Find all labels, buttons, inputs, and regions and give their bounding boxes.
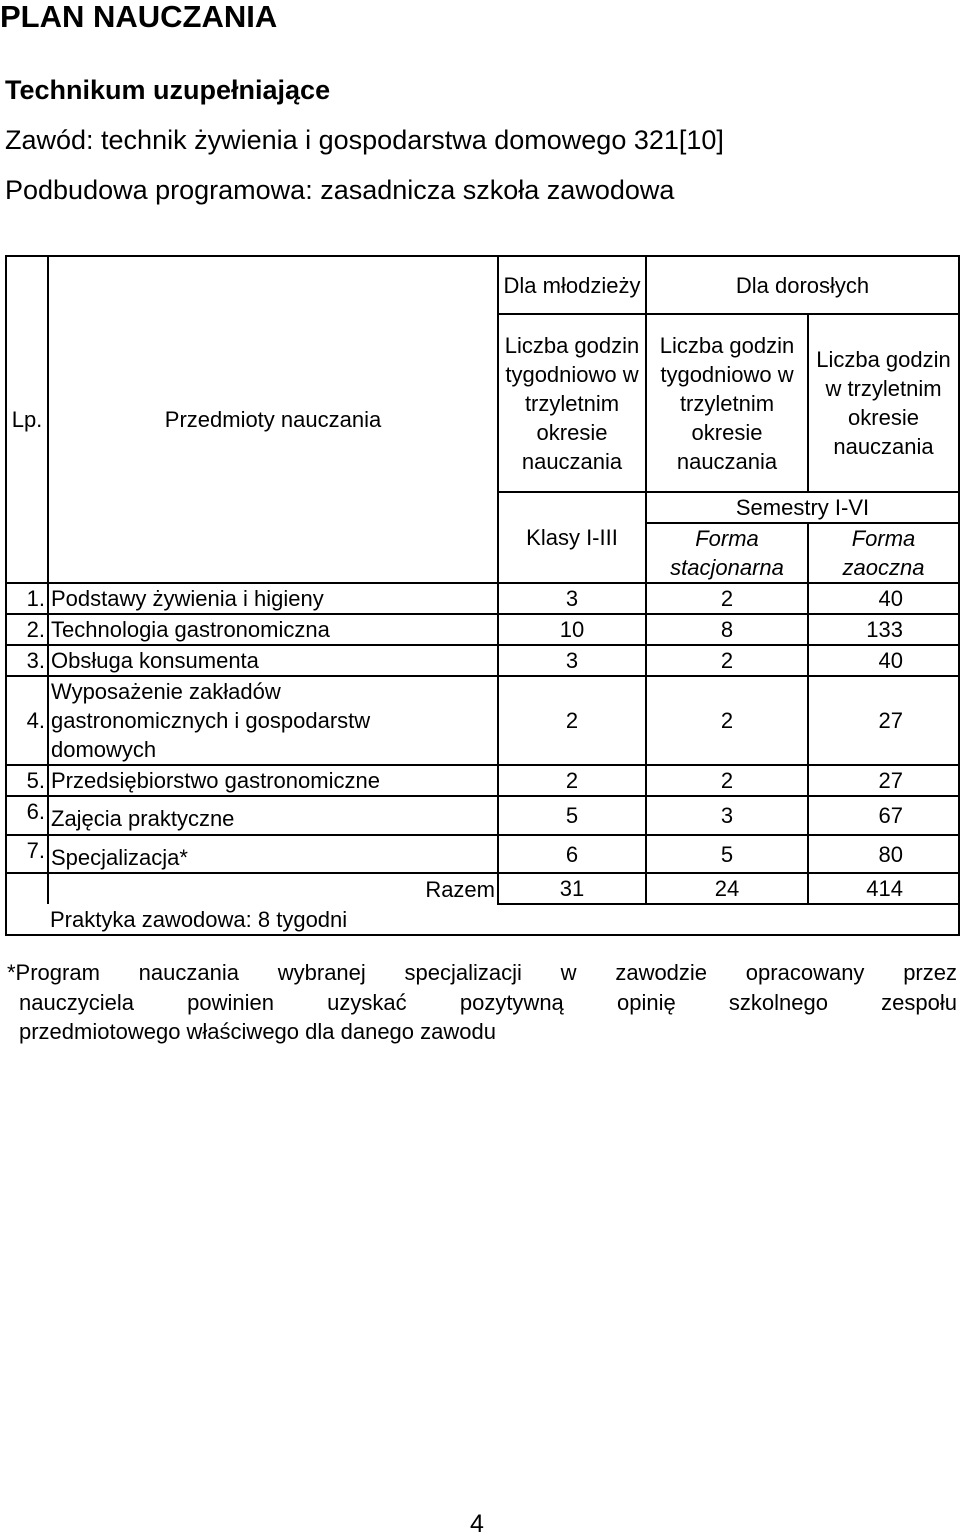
total-extramural-hours: 414: [808, 873, 959, 904]
row-lp: 3.: [6, 645, 48, 676]
footnote-line-1: *Program nauczania wybranej specjalizacji w zawodzie opracowany przez: [7, 960, 957, 985]
form-stationary-header: Forma stacjonarna: [646, 523, 808, 583]
row-subject: Specjalizacja*: [48, 835, 498, 873]
table-row: [6, 765, 959, 796]
footnote-line-3: przedmiotowego właściwego dla danego zawodu: [19, 1019, 496, 1044]
footnote: [7, 958, 957, 1047]
row-stationary-hours: 8: [646, 614, 808, 645]
row-lp: 6.: [6, 796, 48, 835]
row-extramural-hours: 27: [808, 765, 959, 796]
row-extramural-hours: 80: [808, 835, 959, 873]
row-youth-hours: 10: [498, 614, 646, 645]
row-subject: Technologia gastronomiczna: [48, 614, 498, 645]
practice-note: Praktyka zawodowa: 8 tygodni: [48, 904, 959, 935]
lp-header: Lp.: [6, 256, 48, 583]
profession-line: Zawód: technik żywienia i gospodarstwa domowego 321[10]: [5, 125, 724, 155]
row-stationary-hours: 2: [646, 765, 808, 796]
adult-total-hours-header: Liczba godzin w trzyletnim okresie nauczania: [808, 314, 959, 492]
row-subject: Wyposażenie zakładów gastronomicznych i gospodarstw domowych: [48, 676, 498, 765]
row-subject: Podstawy żywienia i higieny: [48, 583, 498, 614]
curriculum-table: [5, 255, 960, 936]
form-extramural-header: Forma zaoczna: [808, 523, 959, 583]
row-stationary-hours: 3: [646, 796, 808, 835]
page-title: PLAN NAUCZANIA: [0, 0, 278, 34]
total-stationary-hours: 24: [646, 873, 808, 904]
row-youth-hours: 6: [498, 835, 646, 873]
row-youth-hours: 3: [498, 645, 646, 676]
table-row: [6, 796, 959, 835]
row-lp: 4.: [6, 676, 48, 765]
row-stationary-hours: 5: [646, 835, 808, 873]
row-youth-hours: 3: [498, 583, 646, 614]
total-row: [6, 873, 959, 904]
table-row: [6, 676, 959, 765]
total-label: Razem: [48, 873, 498, 904]
table-row: [6, 645, 959, 676]
row-subject: Przedsiębiorstwo gastronomiczne: [48, 765, 498, 796]
row-extramural-hours: 67: [808, 796, 959, 835]
table-row: [6, 614, 959, 645]
school-type: Technikum uzupełniające: [5, 75, 331, 105]
row-extramural-hours: 27: [808, 676, 959, 765]
row-subject: Obsługa konsumenta: [48, 645, 498, 676]
table-row: [6, 835, 959, 873]
youth-header: Dla młodzieży: [498, 256, 646, 314]
row-lp: 2.: [6, 614, 48, 645]
subjects-header: Przedmioty nauczania: [48, 256, 498, 583]
adults-header: Dla dorosłych: [646, 256, 959, 314]
youth-hours-header: Liczba godzin tygodniowo w trzyletnim okresie nauczania: [498, 314, 646, 492]
adult-weekly-hours-header: Liczba godzin tygodniowo w trzyletnim okresie nauczania: [646, 314, 808, 492]
footnote-line-2: nauczyciela powinien uzyskać pozytywną opinię szkolnego zespołu: [19, 989, 957, 1015]
row-youth-hours: 5: [498, 796, 646, 835]
row-stationary-hours: 2: [646, 583, 808, 614]
classes-header: Klasy I-III: [498, 492, 646, 583]
row-lp: 5.: [6, 765, 48, 796]
row-subject: Zajęcia praktyczne: [48, 796, 498, 835]
row-lp: 7.: [6, 835, 48, 873]
page-number: 4: [470, 1510, 484, 1538]
row-lp: 1.: [6, 583, 48, 614]
row-extramural-hours: 40: [808, 583, 959, 614]
program-basis-line: Podbudowa programowa: zasadnicza szkoła zawodowa: [5, 175, 675, 205]
table-row: [6, 583, 959, 614]
row-extramural-hours: 133: [808, 614, 959, 645]
row-extramural-hours: 40: [808, 645, 959, 676]
row-stationary-hours: 2: [646, 676, 808, 765]
row-youth-hours: 2: [498, 765, 646, 796]
total-youth-hours: 31: [498, 873, 646, 904]
practice-row: [6, 904, 959, 935]
row-youth-hours: 2: [498, 676, 646, 765]
semesters-header: Semestry I-VI: [646, 492, 959, 523]
row-stationary-hours: 2: [646, 645, 808, 676]
